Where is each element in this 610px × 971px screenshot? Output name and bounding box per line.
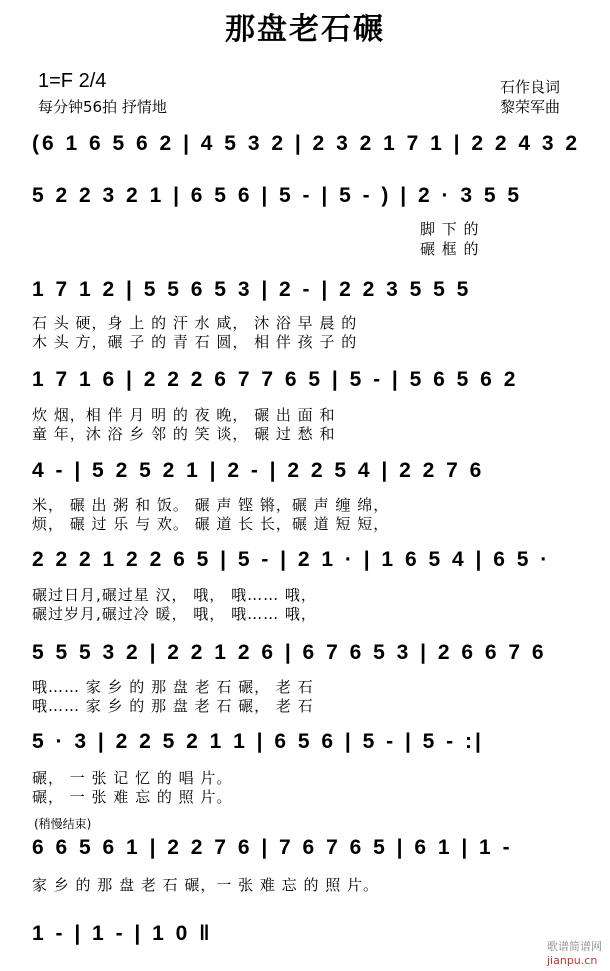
lyric-line-verse1: 脚 下 的 [420,220,480,238]
composer-credit: 黎荣军曲 [500,98,561,116]
staff-notes: (6 1 6 5 6 2 | 4 5 3 2 | 2 3 2 1 7 1 | 2 2 4 3 2 [32,132,581,155]
staff-notes: 2 2 2 1 2 2 6 5 | 5 - | 2 1 · | 1 6 5 4 | 6 5 · [32,548,551,571]
staff-notes: 1 - | 1 - | 1 0 ‖ [32,922,213,945]
lyric-line-verse1: 哦…… 家 乡 的 那 盘 老 石 碾， 老 石 [32,678,314,696]
lyric-line-verse2: 童 年，沐 浴 乡 邻 的 笑 谈， 碾 过 愁 和 [32,425,336,443]
site-name: 歌谱简谱网 [547,940,602,953]
site-domain: jianpu.cn [547,954,598,967]
lyric-line-verse1: 炊 烟，相 伴 月 明 的 夜 晚， 碾 出 面 和 [32,406,336,424]
coda-marking: (稍慢结束) [34,817,92,831]
staff-notes: 5 5 5 3 2 | 2 2 1 2 6 | 6 7 6 5 3 | 2 6 6 7 6 [32,641,547,664]
site-watermark [540,925,602,967]
lyric-line-verse2: 碾， 一 张 难 忘 的 照 片。 [32,788,233,806]
lyricist-credit: 石作良词 [500,78,561,96]
lyric-line-verse1: 碾过日月,碾过星 汉， 哦， 哦…… 哦， [32,586,317,604]
lyric-line-verse2: 烦， 碾 过 乐 与 欢。 碾 道 长 长，碾 道 短 短， [32,515,390,533]
song-title: 那盘老石碾 [225,12,385,47]
lyric-line-verse2: 哦…… 家 乡 的 那 盘 老 石 碾， 老 石 [32,697,314,715]
lyric-line-verse2: 碾 框 的 [420,240,480,258]
staff-notes: 5 2 2 3 2 1 | 6 5 6 | 5 - | 5 - ) | 2 · 3 5 5 [32,184,523,207]
staff-notes: 5 · 3 | 2 2 5 2 1 1 | 6 5 6 | 5 - | 5 - :| [32,730,484,753]
staff-notes: 6 6 5 6 1 | 2 2 7 6 | 7 6 7 6 5 | 6 1 | 1 - [32,836,513,859]
lyric-line-verse2: 碾过岁月,碾过冷 暖， 哦， 哦…… 哦， [32,605,317,623]
lyric-line-verse1: 石 头 硬，身 上 的 汗 水 咸， 沐 浴 早 晨 的 [32,314,358,332]
lyric-line-verse1: 碾， 一 张 记 忆 的 唱 片。 [32,769,233,787]
lyric-line-verse2: 木 头 方，碾 子 的 青 石 圆， 相 伴 孩 子 的 [32,333,358,351]
key-time-signature: 1=F 2/4 [38,70,107,92]
staff-notes: 1 7 1 2 | 5 5 6 5 3 | 2 - | 2 2 3 5 5 5 [32,278,472,301]
lyric-line-verse1: 家 乡 的 那 盘 老 石 碾，一 张 难 忘 的 照 片。 [32,876,379,894]
staff-notes: 1 7 1 6 | 2 2 2 6 7 7 6 5 | 5 - | 5 6 5 6 2 [32,368,519,391]
lyric-line-verse1: 米， 碾 出 粥 和 饭。 碾 声 铿 锵，碾 声 缠 绵， [32,496,390,514]
tempo-marking: 每分钟56拍 抒情地 [38,98,167,116]
staff-notes: 4 - | 5 2 5 2 1 | 2 - | 2 2 5 4 | 2 2 7 6 [32,459,485,482]
